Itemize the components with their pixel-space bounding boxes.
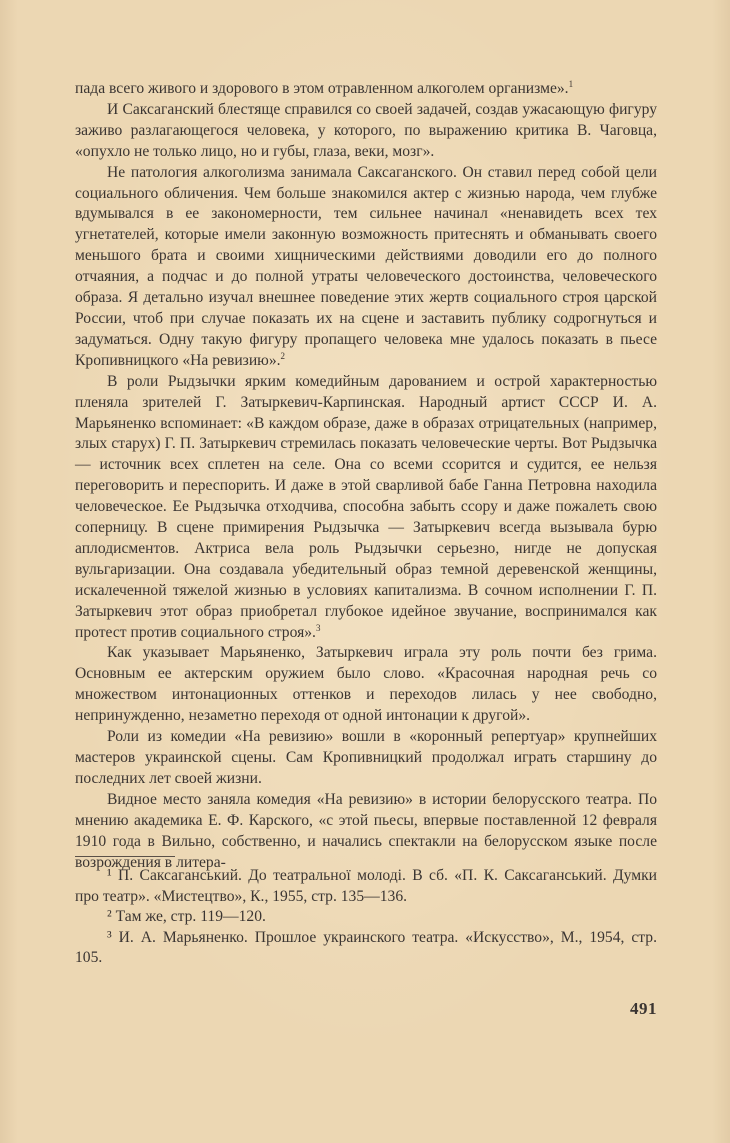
main-text: [75, 79, 657, 873]
footnotes: [75, 866, 657, 969]
page-number: 491: [630, 999, 657, 1018]
footnote-2: ² Там же, стр. 119—120.: [107, 908, 266, 925]
paragraph: Не патология алкоголизма занимала Саксаганского. Он ставил перед собой цели социального обличения. Чем больше знакомился актер с жизнью народа, чем глубже вдумывался в ее закономерности, тем сильнее начинал «ненавидеть всех тех угнетателей, которые имели законную возможность притеснять и обманывать своего меньшого брата и своими хищническими действиями доводили его до полного отчаяния, а подчас и до полной утраты человеческого достоинства, человеческого образа. Я детально изучал внешнее поведение этих жертв социального строя царской России, чтоб при случае показать их на сцене и заставить публику содрогнуться и задуматься. Одну такую фигуру пропащего человека мне удалось показать в пьесе Кропивницкого «На ревизию».$^2$: [75, 163, 657, 369]
footnote-divider: [75, 856, 175, 857]
paragraph-continued: пада всего живого и здорового в этом отравленном алкоголем организме».$^1$: [75, 79, 574, 97]
paragraph: Видное место заняла комедия «На ревизию» в истории белорусского театра. По мнению академика Е. Ф. Карского, «с этой пьесы, впервые поставленной 12 февраля 1910 года в Вильно, собственно, и начались спектакли на белорусском языке после возрождения в литера-: [75, 790, 657, 871]
footnote-ref-1: 1: [568, 79, 574, 89]
paragraph: Как указывает Марьяненко, Затыркевич играла эту роль почти без грима. Основным ее актерским оружием было слово. «Красочная народная речь со множеством интонационных оттенков и переходов лилась у нее свободно, непринужденно, незаметно переходя от одной интонации к другой».: [75, 644, 657, 725]
paragraph: В роли Рыдзычки ярким комедийным дарованием и острой характерностью пленяла зрителей Г. Затыркевич-Карпинская. Народный артист СССР И. А. Марьяненко вспоминает: «В каждом образе, даже в образах отрицательных (например, злых старух) Г. П. Затыркевич стремилась показать человеческие черты. Вот Рыдзычка — источник всех сплетен на селе. Она со всеми ссорится и судится, ее нельзя переговорить и переспорить. И даже в этой сварливой бабе Ганна Петровна находила человеческое. Ее Рыдзычка отходчива, способна забыть ссору и даже пожалеть свою соперницу. В сцене примирения Рыдзычка — Затыркевич всегда вызывала бурю аплодисментов. Актриса вела роль Рыдзычки серьезно, нигде не допуская вульгаризации. Она создавала убедительный образ темной деревенской женщины, искалеченной тяжелой жизнью в условиях капитализма. В сочном исполнении Г. П. Затыркевич этот образ приобретал глубокое идейное звучание, воспринимался как протест против социального строя».$^3$: [75, 372, 657, 641]
paragraph: Роли из комедии «На ревизию» вошли в «коронный репертуар» крупнейших мастеров украинской сцены. Сам Кропивницкий продолжал играть старшину до последних лет своей жизни.: [75, 728, 657, 787]
footnote-1: ¹ П. Саксаганський. До театральної молоді. В сб. «П. К. Саксаганський. Думки про театр». «Мистецтво», К., 1955, стр. 135—136.: [75, 867, 657, 905]
paragraph: И Саксаганский блестяще справился со своей задачей, создав ужасающую фигуру заживо разлагающегося человека, у которого, по выражению критика В. Чаговца, «опухло не только лицо, но и губы, глаза, веки, мозг».: [75, 100, 657, 160]
footnote-ref-3: 3: [315, 622, 321, 633]
footnote-3: ³ И. А. Марьяненко. Прошлое украинского театра. «Искусство», М., 1954, стр. 105.: [75, 928, 657, 966]
footnote-ref-2: 2: [280, 350, 286, 361]
